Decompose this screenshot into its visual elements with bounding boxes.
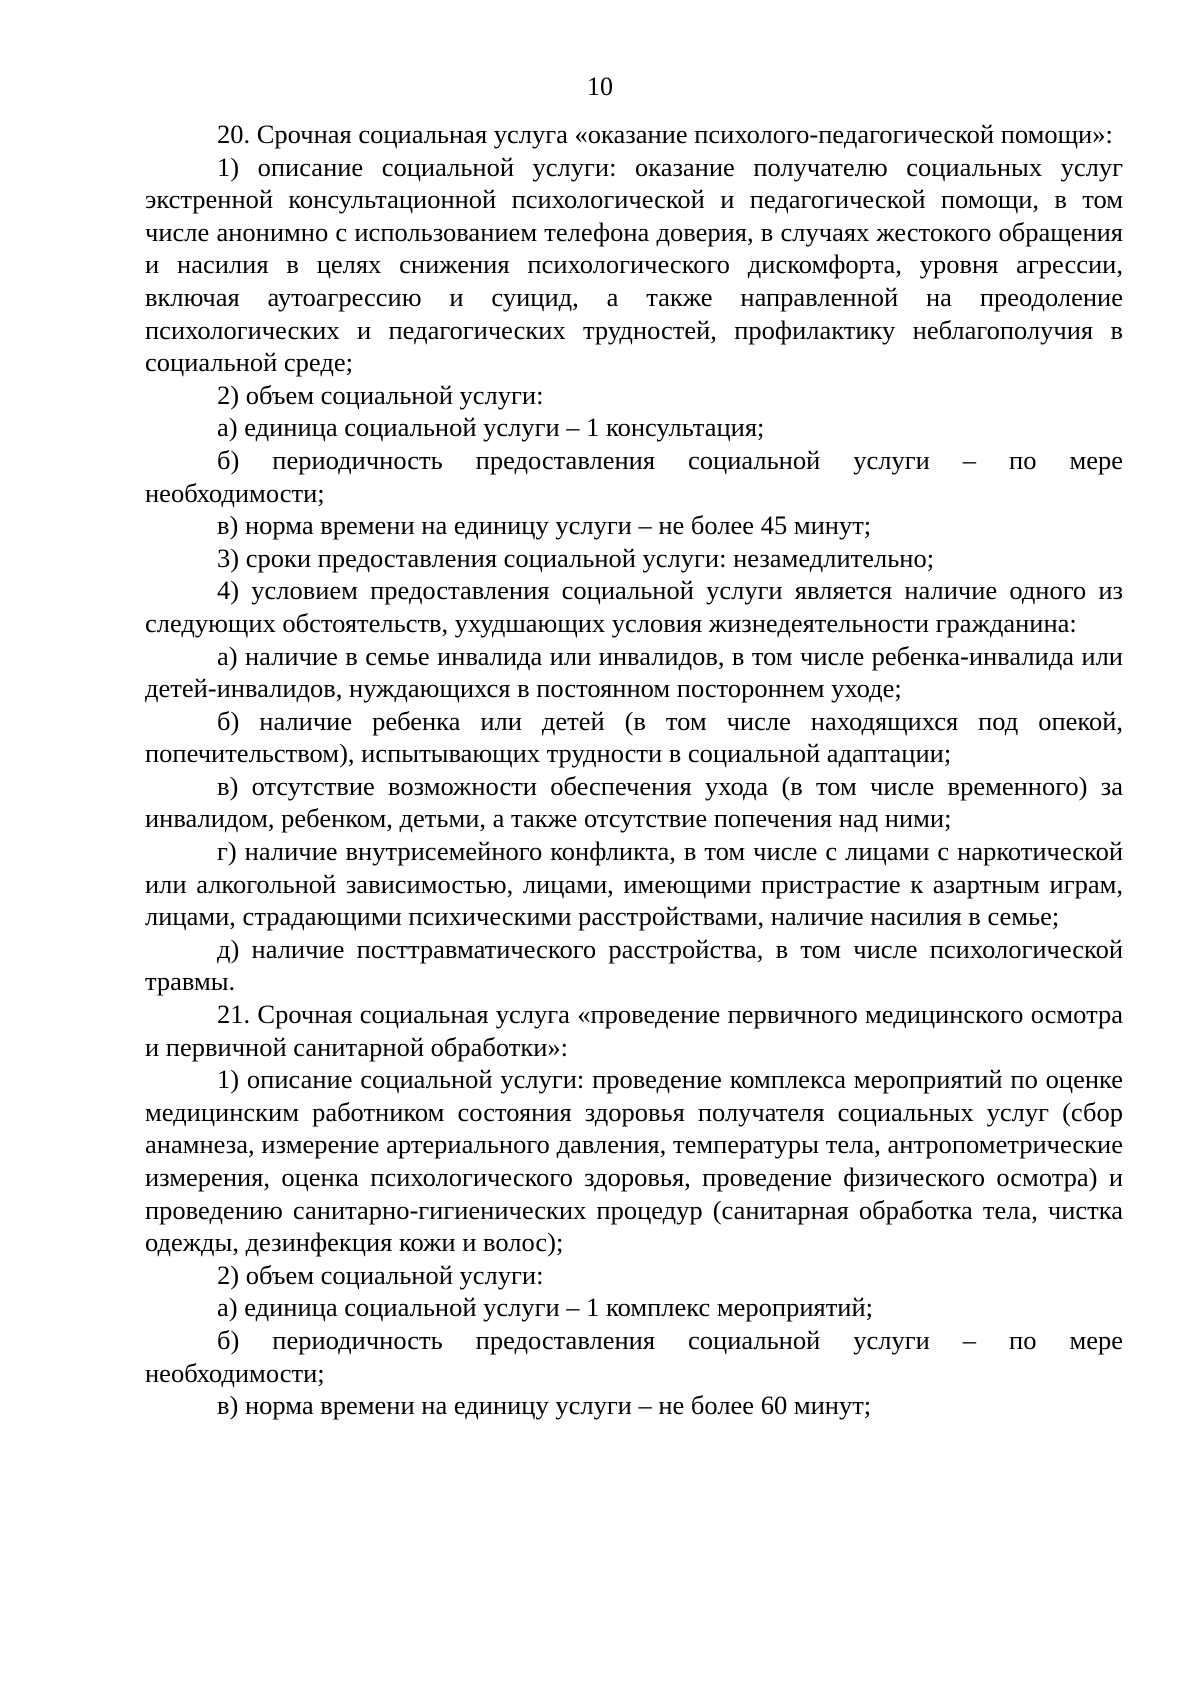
document-body: [145, 118, 1123, 1422]
paragraph-condition-d: д) наличие посттравматического расстройства, в том числе психологической травмы.: [145, 933, 1123, 997]
paragraph-service-20-terms: 3) сроки предоставления социальной услуги: незамедлительно;: [217, 542, 935, 573]
paragraph-condition-a: а) наличие в семье инвалида или инвалидов, в том числе ребенка-инвалида или детей-инвалидов, нуждающихся в постоянном постороннем уходе;: [145, 640, 1123, 704]
paragraph-service-21-unit: а) единица социальной услуги – 1 комплекс мероприятий;: [217, 1292, 874, 1323]
paragraph-condition-v: в) отсутствие возможности обеспечения ухода (в том числе временного) за инвалидом, ребенком, детьми, а также отсутствие попечения над ними;: [145, 770, 1123, 834]
paragraph-condition-g: г) наличие внутрисемейного конфликта, в том числе с лицами с наркотической или алкогольной зависимостью, лицами, имеющими пристрастие к азартным играм, лицами, страдающими психическими расстройствами, наличие насилия в семье;: [145, 836, 1123, 932]
paragraph-service-21-description: 1) описание социальной услуги: проведение комплекса мероприятий по оценке медицинским работником состояния здоровья получателя социальных услуг (сбор анамнеза, измерение артериального давления, температуры тела, антропометрические измерения, оценка психологического здоровья, проведение физического осмотра) и проведению санитарно-гигиенических процедур (санитарная обработка тела, чистка одежды, дезинфекция кожи и волос);: [145, 1064, 1123, 1258]
paragraph-service-21-time-norm: в) норма времени на единицу услуги – не более 60 минут;: [217, 1390, 872, 1421]
paragraph-service-20-title: 20. Срочная социальная услуга «оказание психолого-педагогической помощи»:: [217, 119, 1113, 149]
paragraph-service-20-unit: а) единица социальной услуги – 1 консультация;: [217, 412, 765, 443]
paragraph-service-20-time-norm: в) норма времени на единицу услуги – не более 45 минут;: [217, 510, 872, 541]
paragraph-service-21-frequency: б) периодичность предоставления социальной услуги – по мере необходимости;: [145, 1324, 1123, 1388]
paragraph-condition-b: б) наличие ребенка или детей (в том числе находящихся под опекой, попечительством), испытывающих трудности в социальной адаптации;: [145, 705, 1123, 769]
paragraph-service-20-conditions: 4) условием предоставления социальной услуги является наличие одного из следующих обстоятельств, ухудшающих условия жизнедеятельности гражданина:: [145, 575, 1123, 638]
page-number: 10: [587, 72, 613, 101]
paragraph-service-21-title: 21. Срочная социальная услуга «проведение первичного медицинского осмотра и первичной санитарной обработки»:: [145, 999, 1123, 1062]
paragraph-service-20-description: 1) описание социальной услуги: оказание получателю социальных услуг экстренной консультационной психологической и педагогической помощи, в том числе анонимно с использованием телефона доверия, в случаях жестокого обращения и насилия в целях снижения психологического дискомфорта, уровня агрессии, включая аутоагрессию и суицид, а также направленной на преодоление психологических и педагогических трудностей, профилактику неблагополучия в социальной среде;: [145, 151, 1123, 378]
paragraph-service-21-volume: 2) объем социальной услуги:: [217, 1259, 544, 1290]
paragraph-service-20-volume: 2) объем социальной услуги:: [217, 379, 544, 410]
paragraph-service-20-frequency: б) периодичность предоставления социальной услуги – по мере необходимости;: [145, 444, 1123, 508]
